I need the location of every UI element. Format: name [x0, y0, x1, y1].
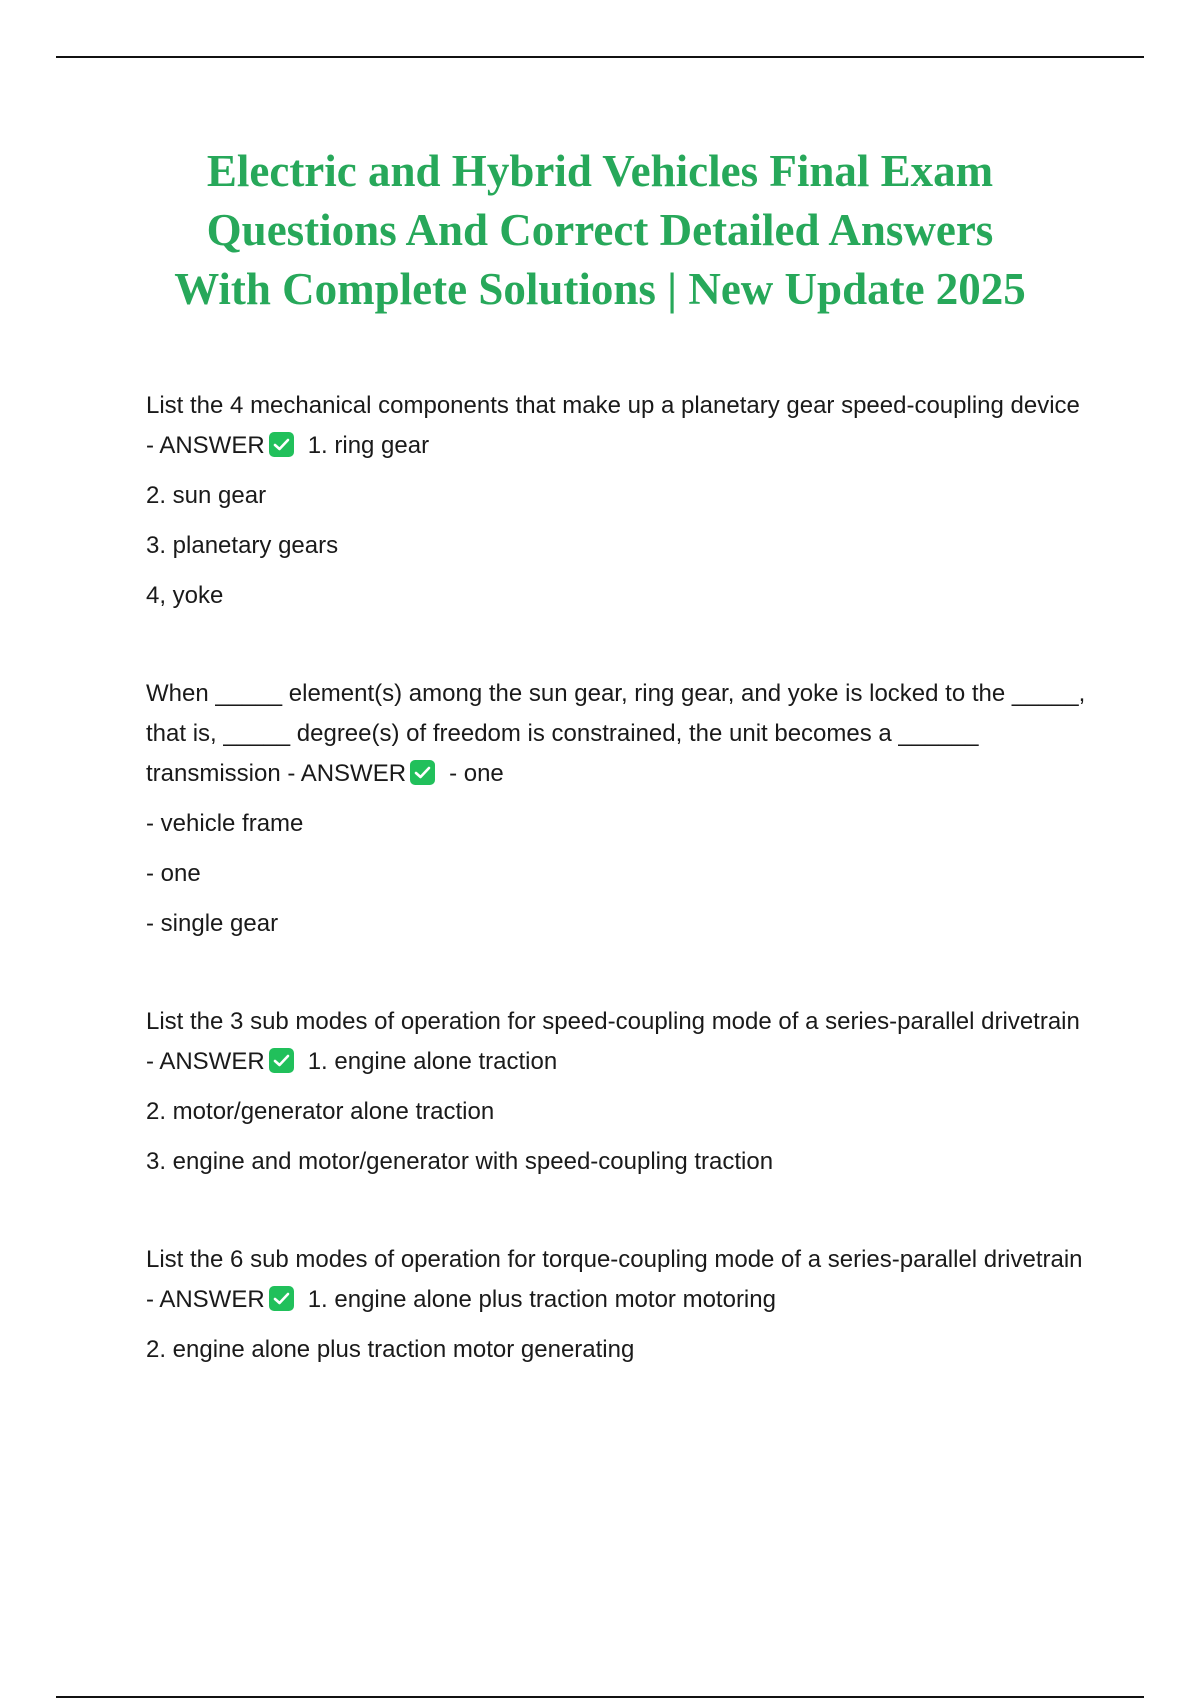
- green-check-icon: [269, 1048, 294, 1073]
- title-line-3: With Complete Solutions | New Update 2025: [174, 264, 1026, 314]
- answer-line: 3. engine and motor/generator with speed-coupling traction: [146, 1148, 774, 1175]
- answer-line: 2. sun gear: [146, 482, 267, 509]
- title-line-1: Electric and Hybrid Vehicles Final Exam: [206, 146, 994, 196]
- qa-item-3: [146, 1002, 1086, 1182]
- answer-line: - vehicle frame: [146, 810, 304, 837]
- page-title: [100, 142, 1100, 319]
- answer-line: 2. motor/generator alone traction: [146, 1098, 495, 1125]
- answer-first: 1. ring gear: [307, 432, 430, 459]
- green-check-icon: [410, 760, 435, 785]
- bottom-rule: [56, 1696, 1144, 1698]
- answer-line: - single gear: [146, 910, 279, 937]
- qa-item-4: [146, 1240, 1086, 1370]
- answer-line: 4, yoke: [146, 582, 224, 609]
- answer-first: 1. engine alone plus traction motor motoring: [307, 1286, 776, 1313]
- answer-line: 2. engine alone plus traction motor generating: [146, 1336, 635, 1363]
- question-text: List the 4 mechanical components that make up a planetary gear speed-coupling device - ANSWER: [146, 392, 1080, 459]
- answer-first: 1. engine alone traction: [307, 1048, 558, 1075]
- question-text: When _____ element(s) among the sun gear, ring gear, and yoke is locked to the _____, that is, _____ degree(s) of freedom is constrained, the unit becomes a ______ transmission - ANSWER: [146, 680, 1086, 787]
- green-check-icon: [269, 432, 294, 457]
- question-4: [146, 1240, 1086, 1320]
- answer-first: - one: [449, 760, 504, 787]
- answer-line: 3. planetary gears: [146, 532, 339, 559]
- answer-line: - one: [146, 860, 201, 887]
- top-rule: [56, 56, 1144, 58]
- question-text: List the 6 sub modes of operation for torque-coupling mode of a series-parallel drivetrain - ANSWER: [146, 1246, 1083, 1313]
- question-1: [146, 386, 1086, 466]
- qa-item-1: [146, 386, 1086, 616]
- green-check-icon: [269, 1286, 294, 1311]
- question-3: [146, 1002, 1086, 1082]
- qa-item-2: [146, 674, 1086, 944]
- question-2: [146, 674, 1086, 794]
- title-line-2: Questions And Correct Detailed Answers: [206, 205, 994, 255]
- question-text: List the 3 sub modes of operation for speed-coupling mode of a series-parallel drivetrain - ANSWER: [146, 1008, 1080, 1075]
- qa-list: [146, 386, 1086, 1428]
